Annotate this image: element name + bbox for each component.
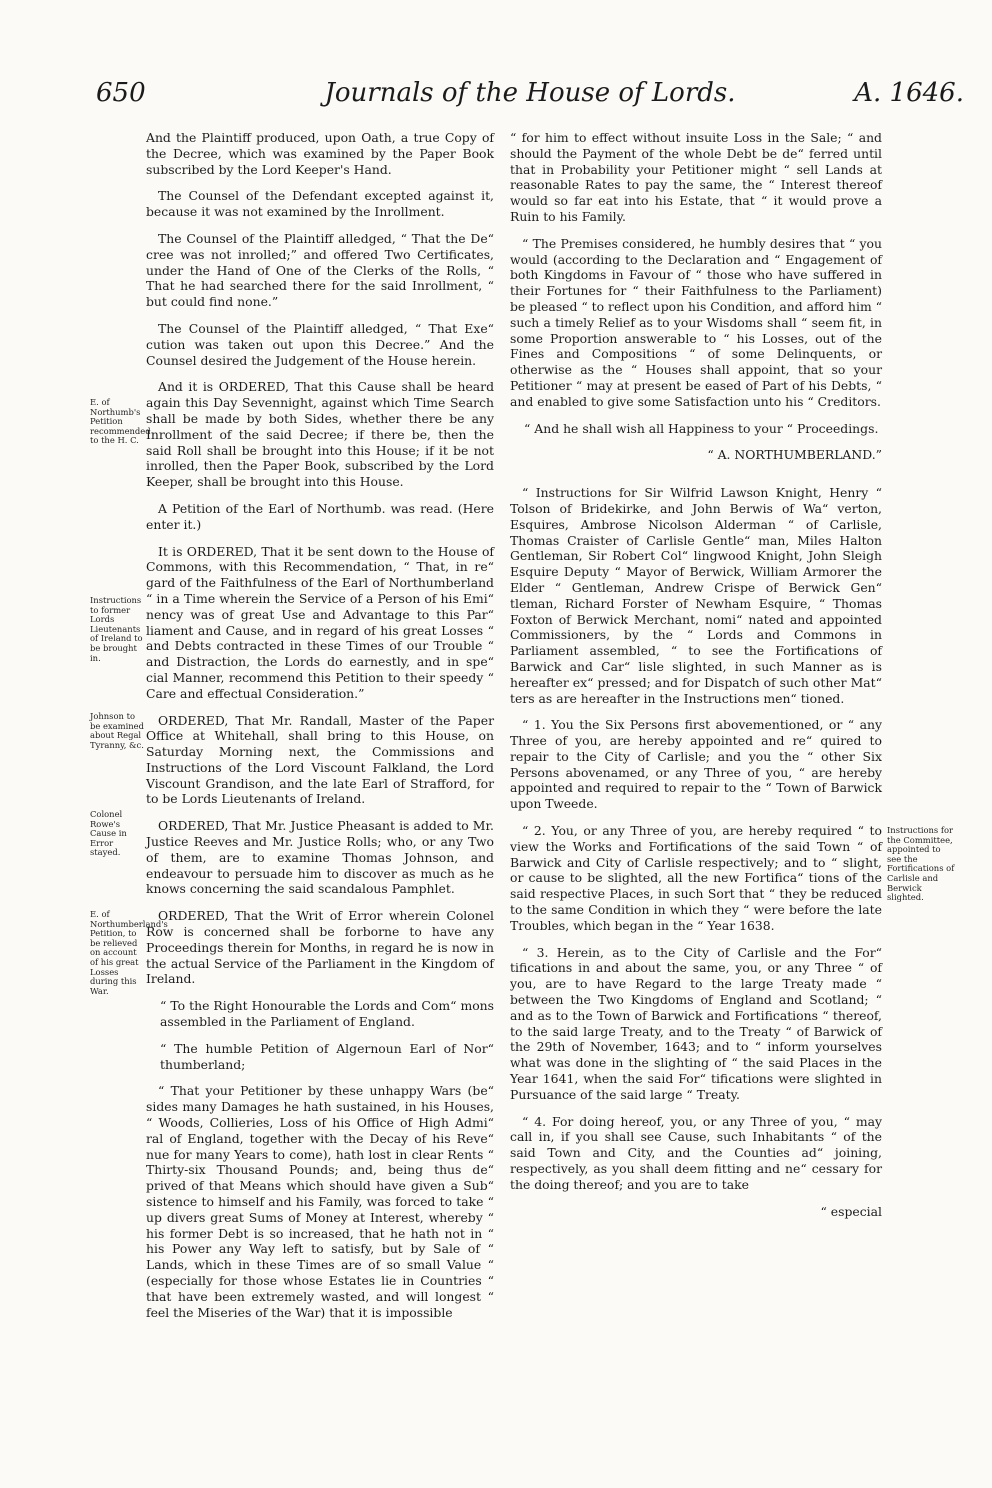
paragraph: “ for him to effect without insuite Loss in the Sale; “ and should the Payment of the whole Debt be de“ ferred until that in Probability your Petitioner might “ sell Lands at reasonable Rates to pay the same, the “ Interest thereof would so far eat into his Estate, that “ it would prove a Ruin to his Family. <box>510 130 882 224</box>
margin-note: Instructions to former Lords Lieutenants of Ireland to be brought in. <box>90 595 143 663</box>
signature: “ A. NORTHUMBERLAND.” <box>707 447 882 463</box>
margin-note: Johnson to be examined about Regal Tyranny, &c. <box>90 711 144 750</box>
paragraph: “ That your Petitioner by these unhappy Wars (be“ sides many Damages he hath sustained, in his Houses, “ Woods, Collieries, Loss of his Office of High Admi“ ral of England, together with the Decay of his Reve“ nue for many Years to come), hath lost in clear Rents “ Thirty-six Thousand Pounds; and, being thus de“ prived of that Means which should have given a Sub“ sistence to himself and his Family, was forced to take “ up divers great Sums of Money at Interest, whereby “ his former Debt is so increased, that he hath not in “ his Power any Way left to satisfy, but by Sale of “ Lands, which in these Times are of so small Value “ (especially for those whose Estates lie in Countries “ that have been extremely wasted, and will longest “ feel the Miseries of the War) that it is impossible <box>146 1083 494 1320</box>
paragraph: “ Instructions for Sir Wilfrid Lawson Knight, Henry “ Tolson of Bridekirke, and John Berwis of Wa“ verton, Esquires, Ambrose Nicolson Alderman “ of Carlisle, Thomas Craister of Carlisle Gentle“ man, Miles Halton Gentleman, Sir Robert Col“ lingwood Knight, John Sleigh Esquire Deputy “ Mayor of Berwick, William Armorer the Elder “ Gentleman, Andrew Crispe of Berwick Gen“ tleman, Richard Forster of Newham Esquire, “ Thomas Foxton of Berwick Merchant, nomi“ nated and appointed Commissioners, by the “ Lords and Commons in Parliament assembled, “ to see the Fortifications of Barwick and Car“ lisle slighted, in such Manner as is hereafter ex“ pressed; and for Dispatch of such other Mat“ ters as are hereafter in the Instructions men“ tioned. <box>510 485 882 706</box>
right-column <box>510 130 882 1241</box>
catchword: “ especial <box>820 1203 882 1219</box>
margin-note: Colonel Rowe's Cause in Error stayed. <box>90 809 127 858</box>
paragraph: A Petition of the Earl of Northumb. was read. (Here enter it.) <box>146 500 494 532</box>
paragraph: “ 4. For doing hereof, you, or any Three of you, “ may call in, if you shall see Cause, such Inhabitants “ of the said Town and City, and the Counties ad“ joining, respectively, as you shall deem fitting and ne“ cessary for the doing thereof; and you are to take <box>510 1113 882 1192</box>
paragraph: ORDERED, That Mr. Justice Pheasant is added to Mr. Justice Reeves and Mr. Justice Rolls; who, or any Two of them, are to examine Thomas Johnson, and endeavour to persuade him to discover as much as he knows concerning the said scandalous Pamphlet. <box>146 818 494 897</box>
paragraph: And the Plaintiff produced, upon Oath, a true Copy of the Decree, which was examined by the Paper Book subscribed by the Lord Keeper's Hand. <box>146 130 494 177</box>
petition-address: “ To the Right Honourable the Lords and Com“ mons assembled in the Parliament of England. <box>160 998 494 1030</box>
paragraph: It is ORDERED, That it be sent down to the House of Commons, with this Recommendation, “ That, in re“ gard of the Faithfulness of the Earl of Northumberland “ in a Time wherein the Service of a Person of his Emi“ nency was of great Use and Advantage to this Par“ liament and Cause, and in regard of his great Losses “ and Debts contracted in these Times of our Trouble “ and Distraction, the Lords do earnestly, and in spe“ cial Manner, recommend this Petition to their speedy “ Care and effectual Consideration.” <box>146 543 494 701</box>
paragraph: “ And he shall wish all Happiness to your “ Proceedings. <box>524 420 879 436</box>
page-number: 650 <box>96 78 146 108</box>
page-title: Journals of the House of Lords. <box>324 78 736 108</box>
paragraph: The Counsel of the Defendant excepted against it, because it was not examined by the Inrollment. <box>146 188 494 220</box>
paragraph: The Counsel of the Plaintiff alledged, “ That the De“ cree was not inrolled;” and offered Two Certificates, under the Hand of One of the Clerks of the Rolls, “ That he had searched there for the said Inrollment, “ but could find none.” <box>146 230 494 310</box>
paragraph: And it is ORDERED, That this Cause shall be heard again this Day Sevennight, against which Time Search shall be made by both Sides, whether there be any Inrollment of the said Decree; if there be, then the said Roll shall be brought into this House; if it be not inrolled, then the Paper Book, subscribed by the Lord Keeper, shall be brought into this House. <box>146 379 494 490</box>
paragraph: “ 2. You, or any Three of you, are hereby required “ to view the Works and Fortifications of the said Town “ of Barwick and City of Carlisle respectively; and to “ slight, or cause to be slighted, all the new Fortifica“ tions of the said respective Places, in such Sort that “ they be reduced to the same Condition in which they “ were before the late Troubles, which began in the “ Year 1638. <box>510 823 882 933</box>
page-header <box>96 78 964 118</box>
paragraph: The Counsel of the Plaintiff alledged, “ That Exe“ cution was taken out upon this Decree.” And the Counsel desired the Judgement of the House herein. <box>146 320 494 368</box>
paragraph: “ 3. Herein, as to the City of Carlisle and the For“ tifications in and about the same, you, or any Three “ of you, are to have Regard to the large Treaty made “ between the Two Kingdoms of England and Scotland; “ and as to the Town of Barwick and Fortifications “ thereof, to the said large Treaty, and to the Treaty “ of Barwick of the 29th of November, 1643; and to “ inform yourselves what was done in the slighting of “ the said Places in the Year 1641, when the said For“ tifications were slighted in Pursuance of the said large “ Treaty. <box>510 944 882 1102</box>
paragraph: “ The Premises considered, he humbly desires that “ you would (according to the Declaration and “ Engagement of both Kingdoms in Favour of “ those who have suffered in their Fortunes for “ their Faithfulness to the Parliament) be pleased “ to reflect upon his Condition, and afford him “ such a timely Relief as to your Wisdoms shall “ seem fit, in some Proportion answerable to “ his Losses, out of the Fines and Compositions “ of some Delinquents, or otherwise as the “ Houses shall appoint, that so your Petitioner “ may at present be eased of Part of his Debts, “ and enabled to give some Satisfaction unto his “ Creditors. <box>510 235 882 409</box>
paragraph: ORDERED, That Mr. Randall, Master of the Paper Office at Whitehall, shall bring to this House, on Saturday Morning next, the Commissions and Instructions of the Lord Viscount Falkland, the Lord Viscount Grandison, and the late Earl of Strafford, for to be Lords Lieutenants of Ireland. <box>146 712 494 807</box>
page-year: A. 1646. <box>854 78 964 108</box>
paragraph: ORDERED, That the Writ of Error wherein Colonel Row is concerned shall be forborne to have any Proceedings therein for Months, in regard he is now in the actual Service of the Parliament in the Kingdom of Ireland. <box>146 908 494 987</box>
left-column <box>146 130 494 1331</box>
margin-note: E. of Northumberland's Petition, to be relieved on account of his great Losses during this War. <box>90 909 168 996</box>
margin-note: E. of Northumb's Petition recommended to the H. C. <box>90 397 151 446</box>
margin-note: Instructions for the Committee, appointed to see the Fortifications of Carlisle and Berwick slighted. <box>887 825 955 903</box>
paragraph: “ 1. You the Six Persons first abovementioned, or “ any Three of you, are hereby appointed and re“ quired to repair to the City of Carlisle; and you the “ other Six Persons abovenamed, or any Three of you, “ are hereby appointed and required to repair to the “ Town of Barwick upon Tweede. <box>510 717 882 812</box>
petition-heading: “ The humble Petition of Algernoun Earl of Nor“ thumberland; <box>160 1040 494 1072</box>
